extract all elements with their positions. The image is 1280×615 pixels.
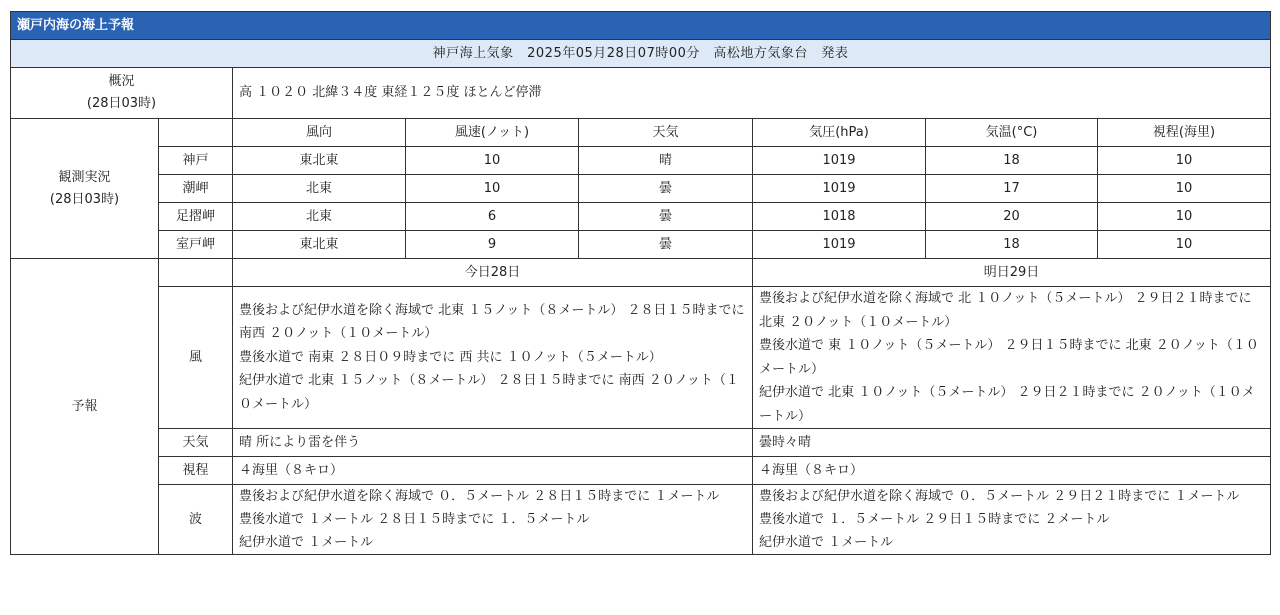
wave-day1-line: 豊後水道で １メートル ２８日１５時までに １．５メートル bbox=[239, 512, 590, 527]
obs-cell: 晴 bbox=[579, 147, 753, 175]
obs-cell: 1018 bbox=[753, 203, 926, 231]
forecast-wind-row bbox=[11, 287, 1271, 429]
wave-day2-line: 豊後および紀伊水道を除く海域で ０．５メートル ２９日２１時までに １メートル bbox=[759, 489, 1240, 504]
forecast-panel bbox=[10, 11, 1270, 555]
obs-cell: 北東 bbox=[233, 175, 406, 203]
station-name: 潮岬 bbox=[159, 175, 233, 203]
obs-row bbox=[11, 175, 1271, 203]
obs-label-title: 観測実況 bbox=[58, 169, 111, 185]
forecast-visibility-row bbox=[11, 457, 1271, 485]
obs-row bbox=[11, 203, 1271, 231]
weather-label: 天気 bbox=[159, 429, 233, 457]
obs-label-time: (28日03時) bbox=[49, 191, 120, 207]
obs-corner bbox=[159, 119, 233, 147]
column-header: 風速(ノット) bbox=[406, 119, 579, 147]
visibility-day2: ４海里（８キロ） bbox=[753, 457, 1271, 485]
wave-day1-line: 豊後および紀伊水道を除く海域で ０．５メートル ２８日１５時までに １メートル bbox=[239, 489, 720, 504]
forecast-weather-row bbox=[11, 429, 1271, 457]
obs-cell: 東北東 bbox=[233, 231, 406, 259]
obs-cell: 曇 bbox=[579, 175, 753, 203]
obs-cell: 10 bbox=[1098, 147, 1271, 175]
title-row bbox=[11, 12, 1271, 40]
column-header: 天気 bbox=[579, 119, 753, 147]
forecast-day-row bbox=[11, 259, 1271, 287]
obs-cell: 17 bbox=[926, 175, 1098, 203]
station-name: 神戸 bbox=[159, 147, 233, 175]
obs-cell: 10 bbox=[406, 147, 579, 175]
page-title: 瀬戸内海の海上予報 bbox=[11, 12, 1271, 40]
forecast-wave-row bbox=[11, 485, 1271, 555]
wave-day2-line: 紀伊水道で １メートル bbox=[759, 535, 894, 550]
wind-day2-line: 豊後および紀伊水道を除く海域で 北 １０ノット（５メートル） ２９日２１時までに 北東 ２０ノット（１０メートル） bbox=[759, 291, 1252, 330]
wave-day2-line: 豊後水道で １．５メートル ２９日１５時までに ２メートル bbox=[759, 512, 1110, 527]
wave-day1-line: 紀伊水道で １メートル bbox=[239, 535, 374, 550]
visibility-day1: ４海里（８キロ） bbox=[233, 457, 753, 485]
wind-day1 bbox=[233, 287, 753, 429]
obs-row bbox=[11, 231, 1271, 259]
weather-day1: 晴 所により雷を伴う bbox=[233, 429, 753, 457]
obs-cell: 曇 bbox=[579, 203, 753, 231]
day1-header: 今日28日 bbox=[233, 259, 753, 287]
summary-row bbox=[11, 68, 1271, 119]
forecast-label: 予報 bbox=[11, 259, 159, 555]
obs-cell: 東北東 bbox=[233, 147, 406, 175]
summary-label-title: 概況 bbox=[108, 74, 135, 89]
column-header: 気温(°C) bbox=[926, 119, 1098, 147]
column-header: 気圧(hPa) bbox=[753, 119, 926, 147]
summary-label-time: (28日03時) bbox=[86, 96, 157, 111]
obs-row bbox=[11, 147, 1271, 175]
station-name: 室戸岬 bbox=[159, 231, 233, 259]
wave-label: 波 bbox=[159, 485, 233, 555]
forecast-corner bbox=[159, 259, 233, 287]
obs-cell: 20 bbox=[926, 203, 1098, 231]
issue-row bbox=[11, 40, 1271, 68]
wind-day2-line: 豊後水道で 東 １０ノット（５メートル） ２９日１５時までに 北東 ２０ノット（１０メートル） bbox=[759, 338, 1259, 377]
obs-cell: 10 bbox=[1098, 231, 1271, 259]
wind-day2-line: 紀伊水道で 北東 １０ノット（５メートル） ２９日２１時までに ２０ノット（１０メートル） bbox=[759, 385, 1255, 424]
obs-cell: 1019 bbox=[753, 147, 926, 175]
summary-label bbox=[11, 68, 233, 119]
summary-text: 高 １０２０ 北緯３４度 東経１２５度 ほとんど停滞 bbox=[233, 68, 1271, 119]
weather-day2: 曇時々晴 bbox=[753, 429, 1271, 457]
issue-info: 神戸海上気象 2025年05月28日07時00分 高松地方気象台 発表 bbox=[11, 40, 1271, 68]
obs-cell: 1019 bbox=[753, 175, 926, 203]
wind-day1-line: 豊後水道で 南東 ２８日０９時までに 西 共に １０ノット（５メートル） bbox=[239, 349, 662, 365]
obs-cell: 10 bbox=[406, 175, 579, 203]
visibility-label: 視程 bbox=[159, 457, 233, 485]
obs-cell: 6 bbox=[406, 203, 579, 231]
obs-cell: 9 bbox=[406, 231, 579, 259]
column-header: 視程(海里) bbox=[1098, 119, 1271, 147]
marine-forecast-table bbox=[10, 11, 1271, 555]
obs-cell: 北東 bbox=[233, 203, 406, 231]
obs-cell: 1019 bbox=[753, 231, 926, 259]
wind-day1-line: 紀伊水道で 北東 １５ノット（８メートル） ２８日１５時までに 南西 ２０ノット（１０メートル） bbox=[239, 373, 739, 412]
wave-day2 bbox=[753, 485, 1271, 555]
wind-label: 風 bbox=[159, 287, 233, 429]
wind-day1-line: 豊後および紀伊水道を除く海域で 北東 １５ノット（８メートル） ２８日１５時までに 南西 ２０ノット（１０メートル） bbox=[239, 302, 745, 342]
wave-day1 bbox=[233, 485, 753, 555]
obs-header-row bbox=[11, 119, 1271, 147]
obs-cell: 18 bbox=[926, 147, 1098, 175]
station-name: 足摺岬 bbox=[159, 203, 233, 231]
day2-header: 明日29日 bbox=[753, 259, 1271, 287]
obs-cell: 18 bbox=[926, 231, 1098, 259]
obs-cell: 曇 bbox=[579, 231, 753, 259]
column-header: 風向 bbox=[233, 119, 406, 147]
obs-cell: 10 bbox=[1098, 175, 1271, 203]
obs-cell: 10 bbox=[1098, 203, 1271, 231]
obs-label bbox=[11, 119, 159, 259]
wind-day2 bbox=[753, 287, 1271, 429]
